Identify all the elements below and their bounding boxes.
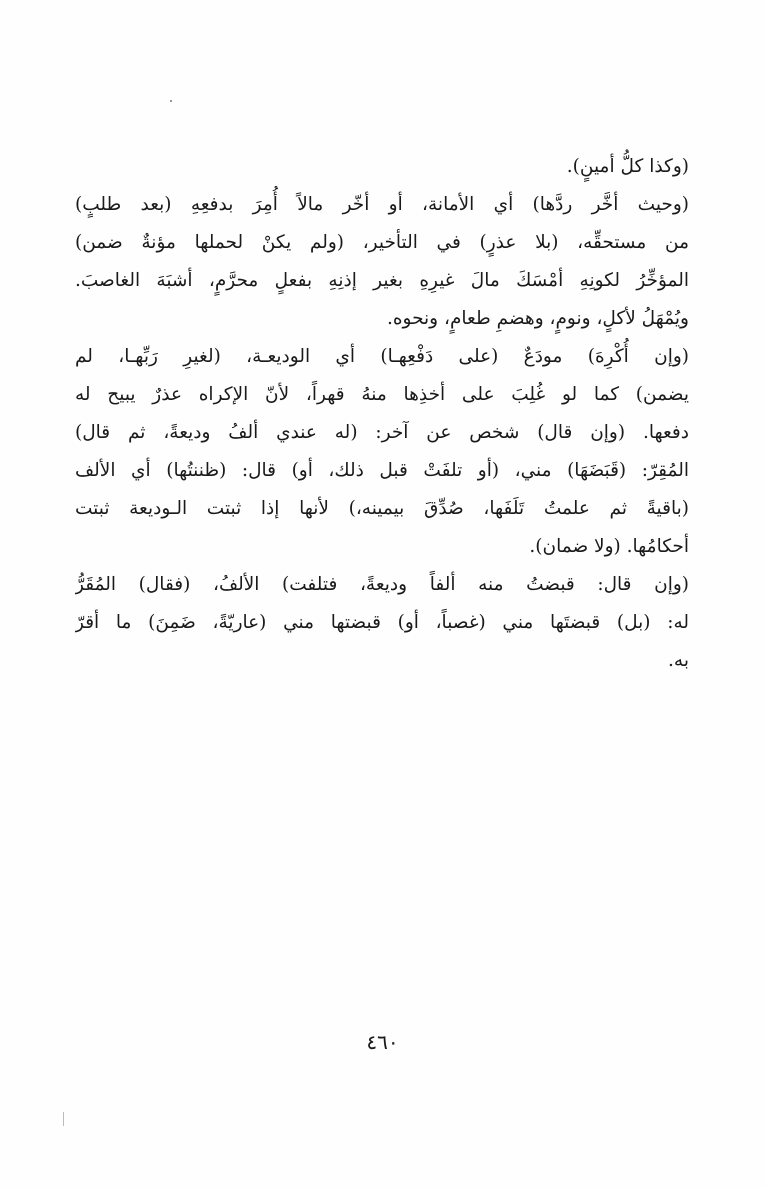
- text-line: من مستحقِّه، (بلا عذرٍ) في التأخير، (ولم يكنْ لحملها مؤنةٌ ضمن): [75, 232, 689, 253]
- text-line: المُقِرّ: (قَبَضَهَا) مني، (أو تلفَتْ قبل ذلك، أو) قال: (ظننتُها) أي الألف: [75, 460, 689, 481]
- text-line: دفعها. (وإن قال) شخص عن آخر: (له عندي ألفُ وديعةً، ثم قال): [75, 422, 689, 443]
- text-line: (وكذا كلُّ أمينٍ).: [566, 156, 689, 177]
- text-line: أحكامُها. (ولا ضمان).: [529, 536, 689, 557]
- text-line: له: (بل) قبضتَها مني (غصباً، أو) قبضتها مني (عاريّةً، ضَمِنَ) ما أقرّ: [75, 612, 689, 633]
- text-line: (وإن أُكْرِهَ) مودَعٌ (على دَفْعِهـا) أي الوديعـة، (لغيرِ رَبِّهـا، لم: [75, 346, 689, 367]
- text-line: (وحيث أخَّر ردَّها) أي الأمانة، أو أخّر مالاً أُمِرَ بدفعِهِ (بعد طلبٍ): [75, 194, 689, 215]
- scan-speck: [170, 100, 172, 102]
- text-line: (وإن قال: قبضتُ منه ألفاً وديعةً، فتلفت) الألفُ، (فقال) المُقَرُّ: [75, 574, 689, 595]
- text-line: (باقيةً ثم علمتُ تَلَفَها، صُدِّقَ بيمينه،) لأنها إذا ثبتت الـوديعة ثبتت: [75, 498, 689, 519]
- text-line: به.: [668, 650, 689, 671]
- text-line: ويُمْهَلُ لأكلٍ، ونومٍ، وهضمِ طعامٍ، ونحوه.: [386, 308, 689, 329]
- text-body: [75, 148, 689, 680]
- text-line: يضمن) كما لو غُلِبَ على أخذِها منهُ قهراً، لأنّ الإكراه عذرٌ يبيح له: [75, 384, 689, 405]
- page-number: ٤٦٠: [366, 1030, 399, 1054]
- text-line: المؤخِّرُ لكونِهِ أمْسَكَ مالَ غيرِهِ بغير إذنِهِ بفعلٍ محرَّمٍ، أشبَهَ الغاصبَ.: [75, 270, 689, 291]
- scan-edge-mark: [63, 1112, 64, 1126]
